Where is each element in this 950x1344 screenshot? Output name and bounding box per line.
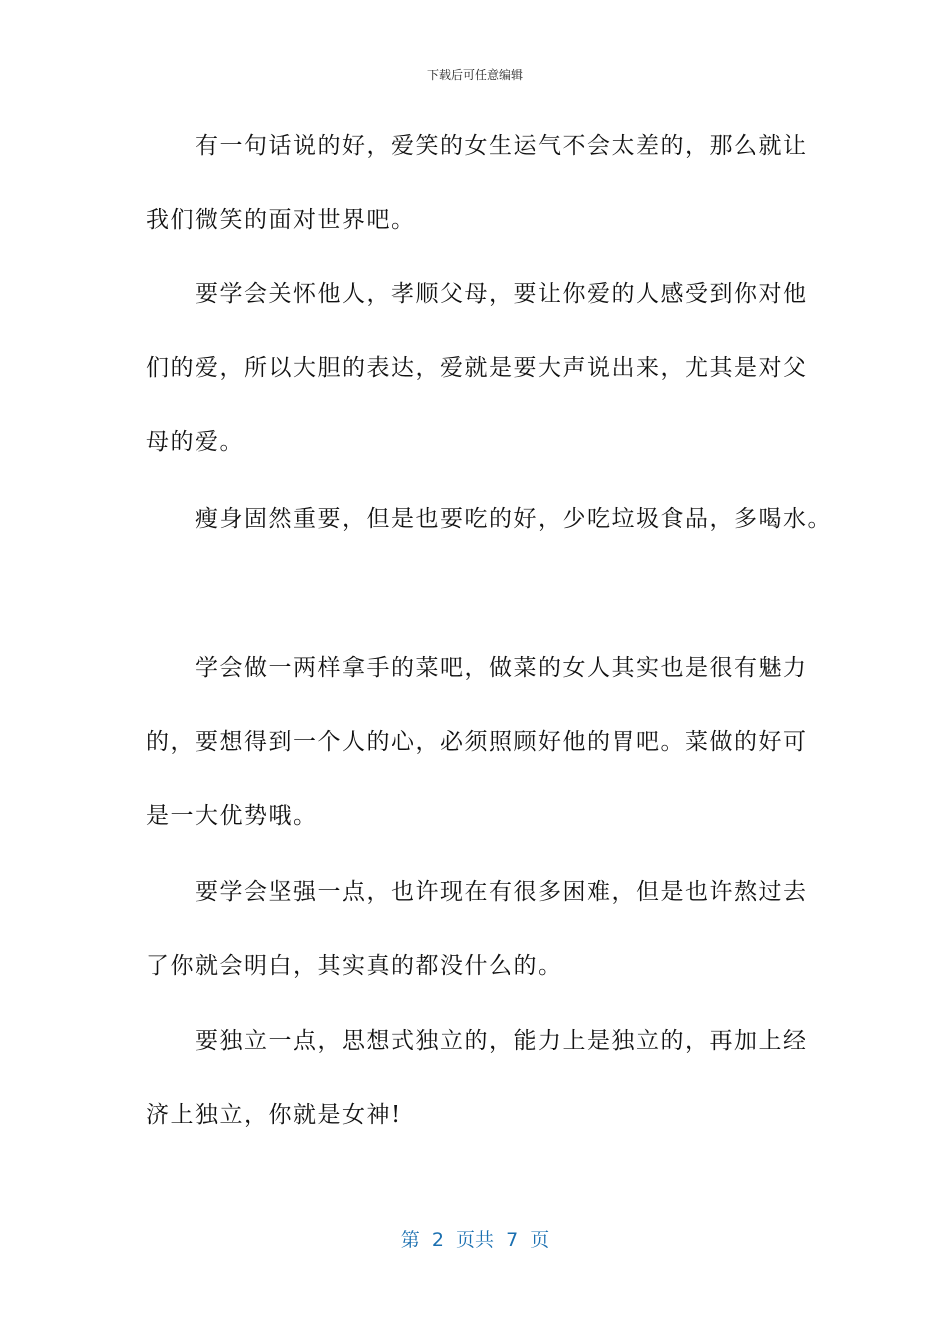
paragraph-line: 济上独立，你就是女神! bbox=[146, 1102, 402, 1128]
paragraph-line: 我们微笑的面对世界吧。 bbox=[146, 207, 416, 233]
paragraph-line: 要学会坚强一点，也许现在有很多困难，但是也许熬过去 bbox=[146, 879, 808, 905]
paragraph-5 bbox=[146, 874, 806, 985]
page-header: 下载后可任意编辑 bbox=[426, 68, 523, 82]
paragraph-3 bbox=[146, 501, 832, 538]
paragraph-1 bbox=[146, 128, 806, 239]
paragraph-line: 要独立一点，思想式独立的，能力上是独立的，再加上经 bbox=[146, 1028, 808, 1054]
paragraph-line: 有一句话说的好，爱笑的女生运气不会太差的，那么就让 bbox=[146, 133, 808, 159]
paragraph-line: 了你就会明白，其实真的都没什么的。 bbox=[146, 953, 563, 979]
paragraph-line: 学会做一两样拿手的菜吧，做菜的女人其实也是很有魅力 bbox=[146, 655, 808, 681]
paragraph-line: 的，要想得到一个人的心，必须照顾好他的胃吧。菜做的好可 bbox=[146, 729, 808, 755]
paragraph-line: 要学会关怀他人，孝顺父母，要让你爱的人感受到你对他 bbox=[146, 281, 808, 307]
page-number-footer: 第 2 页共 7 页 bbox=[400, 1229, 550, 1251]
paragraph-line: 母的爱。 bbox=[146, 429, 244, 455]
paragraph-line: 瘦身固然重要，但是也要吃的好，少吃垃圾食品，多喝水。 bbox=[146, 506, 832, 532]
paragraph-6 bbox=[146, 1023, 806, 1134]
paragraph-line: 们的爱，所以大胆的表达，爱就是要大声说出来，尤其是对父 bbox=[146, 355, 808, 381]
paragraph-4 bbox=[146, 650, 806, 835]
paragraph-line: 是一大优势哦。 bbox=[146, 803, 318, 829]
paragraph-2 bbox=[146, 276, 806, 461]
